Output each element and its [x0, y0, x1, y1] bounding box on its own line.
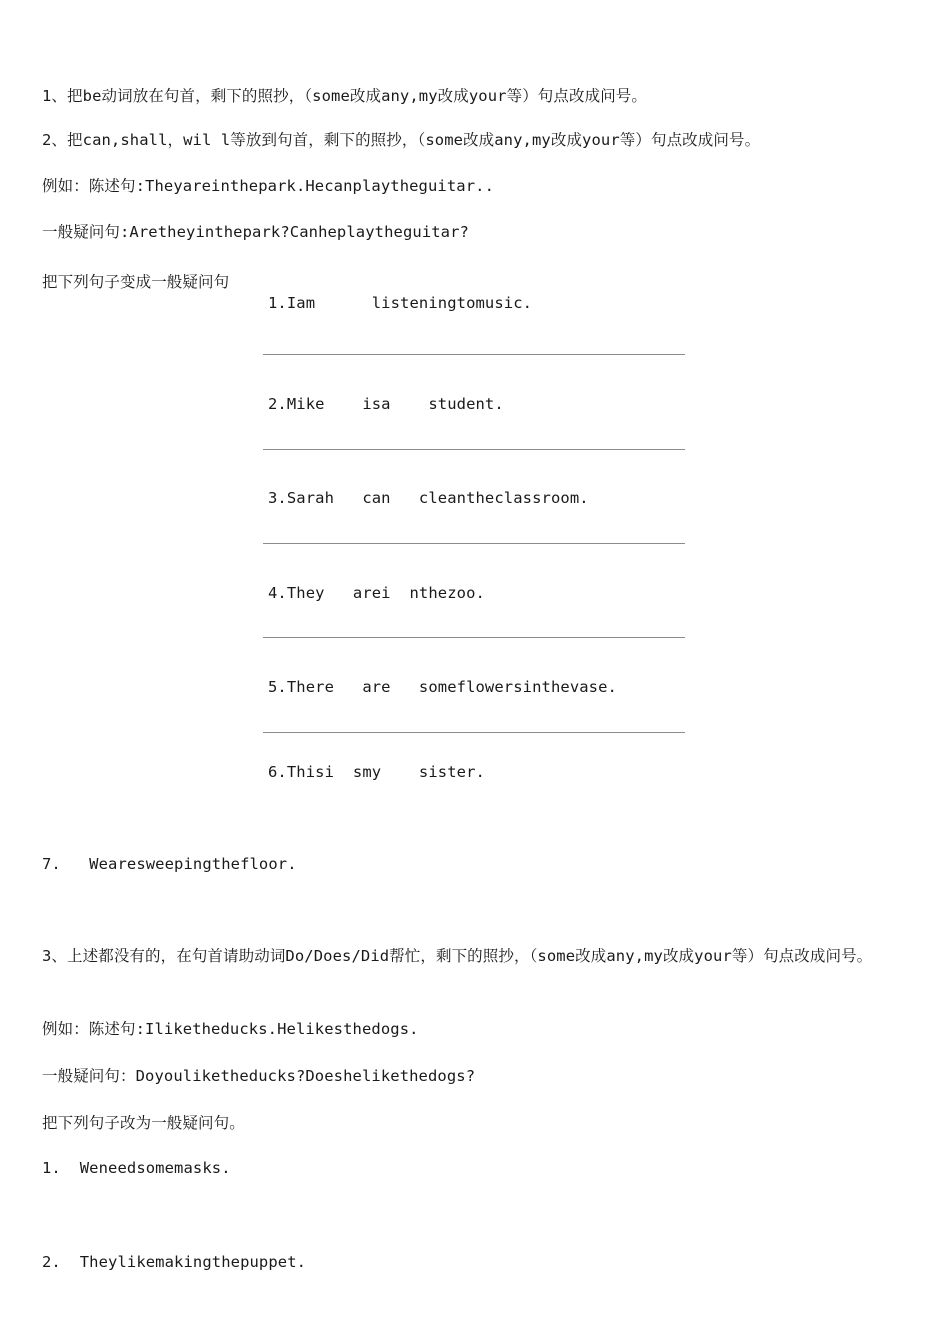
exercise-instruction-2: 把下列句子改为一般疑问句。 [42, 1114, 245, 1132]
exercise-item-1: 1.Iam listeningtomusic. [268, 294, 533, 312]
answer-line-3 [263, 543, 685, 544]
example-statement-2: 例如：陈述句:Iliketheducks.Helikesthedogs. [42, 1020, 419, 1038]
rule-2-text: 2、把can,shall，wil l等放到句首，剩下的照抄，（some改成any,my改成your等）句点改成问号。 [42, 131, 761, 149]
exercise-item-6: 6.Thisi smy sister. [268, 763, 485, 781]
exercise-item-2-2: 2. Theylikemakingthepuppet. [42, 1253, 307, 1271]
example-question: 一般疑问句:Aretheyinthepark?Canheplaytheguitar? [42, 223, 469, 241]
exercise-item-3: 3.Sarah can cleantheclassroom. [268, 489, 589, 507]
exercise-item-5: 5.There are someflowersinthevase. [268, 678, 617, 696]
example-question-2: 一般疑问句：Doyouliketheducks?Doeshelikethedogs? [42, 1067, 476, 1085]
exercise-item-4: 4.They arei nthezoo. [268, 584, 485, 602]
exercise-instruction: 把下列句子变成一般疑问句 [42, 273, 230, 291]
rule-3-text: 3、上述都没有的，在句首请助动词Do/Does/Did帮忙，剩下的照抄，（some改成any,my改成your等）句点改成问号。 [42, 947, 873, 965]
exercise-item-2: 2.Mike isa student. [268, 395, 504, 413]
answer-line-1 [263, 354, 685, 355]
exercise-item-7: 7. Wearesweepingthefloor. [42, 855, 297, 873]
answer-line-5 [263, 732, 685, 733]
example-statement: 例如：陈述句:Theyareinthepark.Hecanplaytheguitar.. [42, 177, 495, 195]
answer-line-4 [263, 637, 685, 638]
exercise-item-2-1: 1. Weneedsomemasks. [42, 1159, 231, 1177]
answer-line-2 [263, 449, 685, 450]
rule-1-text: 1、把be动词放在句首，剩下的照抄，（some改成any,my改成your等）句点改成问号。 [42, 87, 647, 105]
